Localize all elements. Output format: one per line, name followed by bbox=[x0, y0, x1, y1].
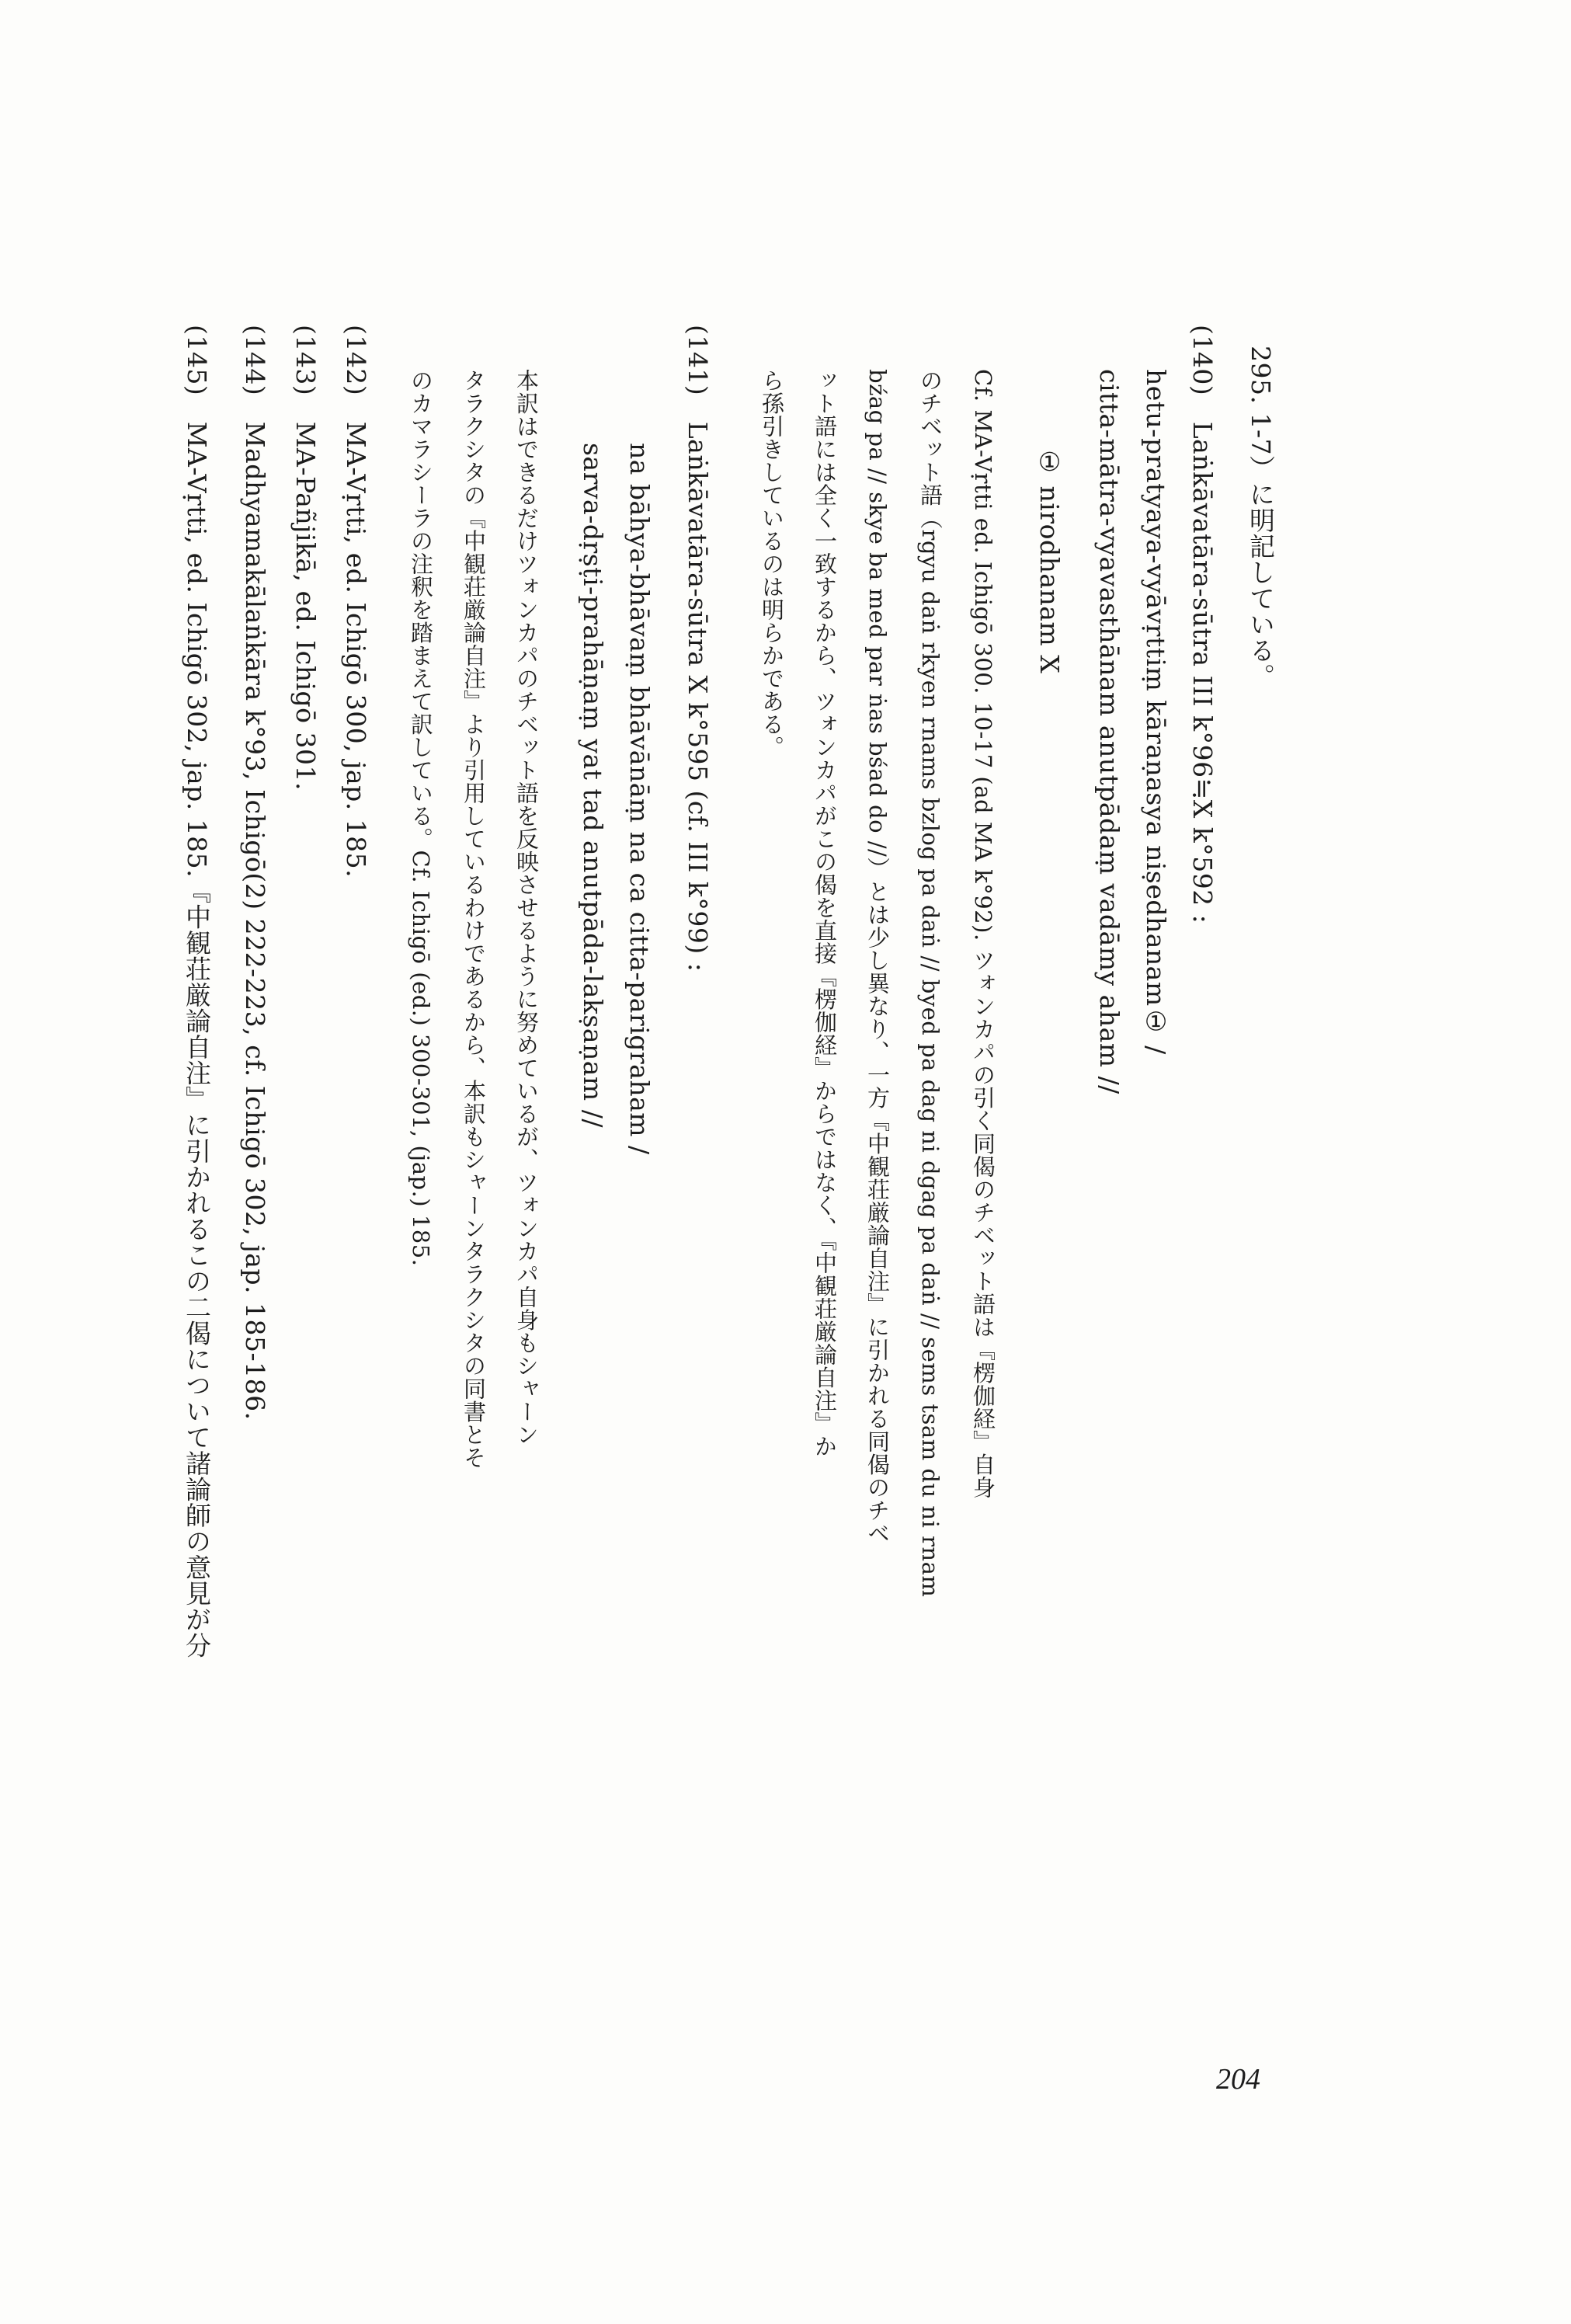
note-141: (141) Laṅkāvatāra-sūtra X k°595 (cf. III k°99) : bbox=[683, 325, 713, 972]
verse-141-a: na bāhya-bhāvaṃ bhāvānāṃ na ca citta-parigraham / bbox=[624, 443, 655, 1155]
verse-141-b: sarva-dṛṣṭi-prahāṇaṃ yat tad anutpāda-lakṣaṇam // bbox=[578, 443, 608, 1128]
line-09: ット語には全く一致するから、ツォンカパがこの偈を直接『楞伽経』からではなく、『中観荘厳論自注』か bbox=[812, 369, 838, 1458]
note-142: (142) MA-Vṛtti, ed. Ichigō 300, jap. 185. bbox=[341, 325, 371, 878]
variant-note: ① nirodhanam X bbox=[1034, 447, 1065, 674]
note-140: (140) Laṅkāvatāra-sūtra III k°96≒X k°592 : bbox=[1187, 325, 1218, 924]
line-14: 本訳はできるだけツォンカパのチベット語を反映させるように努めているが、ツォンカパ自身もシャーン bbox=[513, 369, 540, 1446]
page-number: 204 bbox=[1216, 2063, 1260, 2096]
line-08: bźag pa // skye ba med par ṅas bśad do //）とは少し異なり、一方『中観荘厳論自注』に引かれる同偈のチベ bbox=[864, 369, 891, 1545]
verse-140-a: hetu-pratyaya-vyāvṛttiṃ kāraṇasya niṣedhanam① / bbox=[1141, 369, 1171, 1055]
line-07: のチベット語（rgyu daṅ rkyen rnams bzlog pa daṅ // byed pa dag ni dgag pa daṅ // sems tsam du ni rnam bbox=[917, 369, 944, 1598]
verse-140-b: citta-mātra-vyavasthānam anutpādaṃ vadāmy aham // bbox=[1094, 369, 1124, 1094]
note-143: (143) MA-Pañjikā, ed. Ichigō 301. bbox=[290, 325, 321, 791]
line-01: 295. 1-7）に明記している。 bbox=[1246, 346, 1276, 690]
note-145: (145) MA-Vṛtti, ed. Ichigō 302, jap. 185.『中観荘厳論自注』に引かれるこの二偈について諸論師の意見が分 bbox=[182, 325, 212, 1659]
note-144: (144) Madhyamakālaṅkāra k°93, Ichigō(2) 222-223, cf. Ichigō 302, jap. 185-186. bbox=[240, 325, 270, 1421]
line-15: タラクシタの『中観荘厳論自注』より引用しているわけであるから、本訳もシャーンタラクシタの同書とそ bbox=[461, 369, 487, 1469]
line-10: ら孫引きしているのは明らかである。 bbox=[759, 369, 785, 759]
line-16: のカマラシーラの注釈を踏まえて訳している。Cf. Ichigō (ed.) 300-301, (jap.) 185. bbox=[408, 369, 434, 1267]
line-06: Cf. MA-Vṛtti ed. Ichigō 300. 10-17 (ad MA k°92). ツォンカパの引く同偈のチベット語は『楞伽経』自身 bbox=[970, 369, 996, 1499]
